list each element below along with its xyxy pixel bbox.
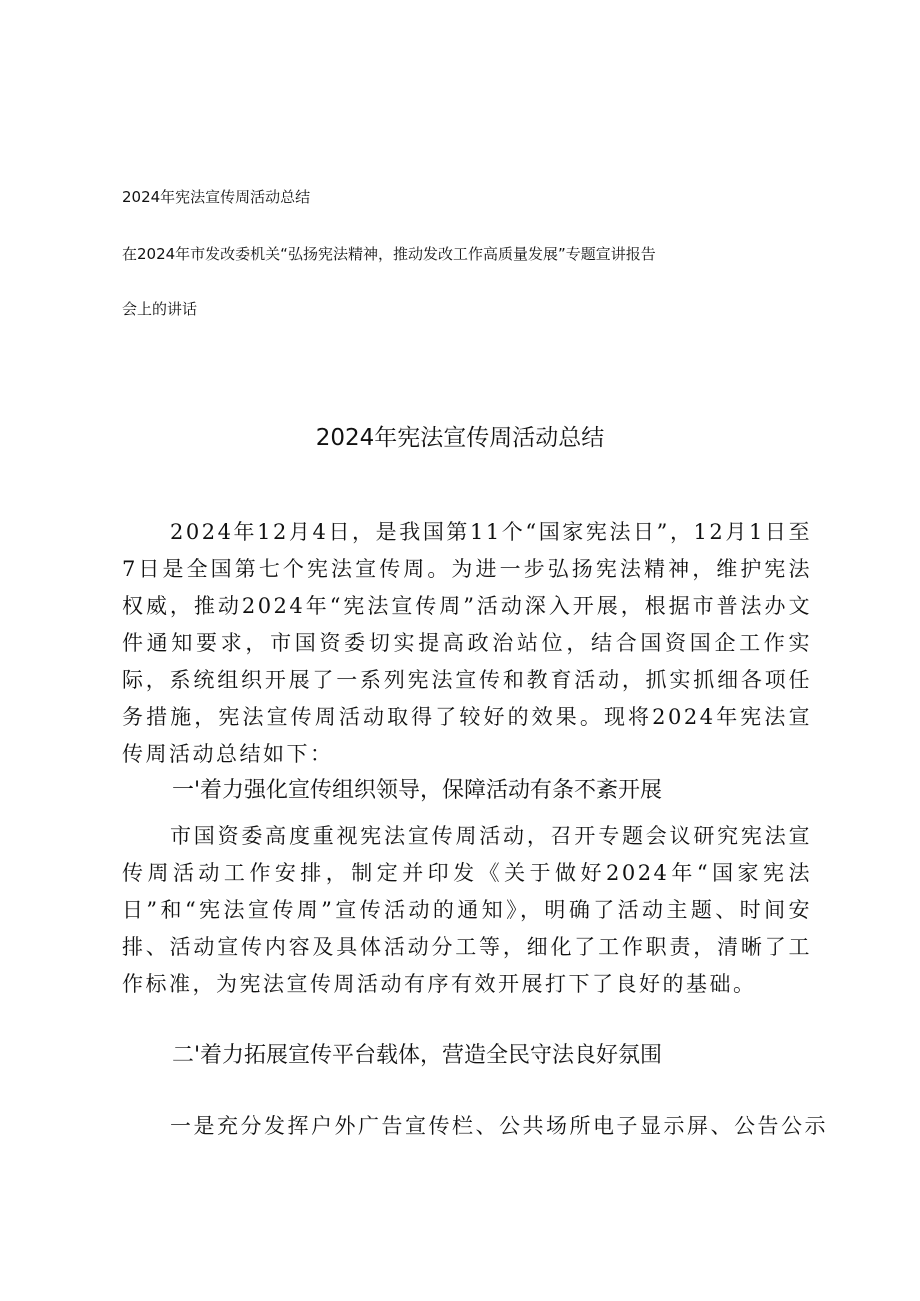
document-title: 2024年宪法宣传周活动总结	[315, 425, 605, 451]
toc-entry-summary: 2024年宪法宣传周活动总结	[122, 188, 311, 206]
intro-paragraph: 2024年12月4日，是我国第11个“国家宪法日”，12月1日至7日是全国第七个宪法宣传周。为进一步弘扬宪法精神，维护宪法权威，推动2024年“宪法宣传周”活动深入开展，根据市普法办文件通知要求，市国资委切实提高政治站位，结合国资国企工作实际，系统组织开展了一系列宪法宣传和教育活动，抓实抓细各项任务措施，宪法宣传周活动取得了较好的效果。现将2024年宪法宣传周活动总结如下：	[122, 520, 812, 766]
section-heading-1: 一'着力强化宣传组织领导，保障活动有条不紊开展	[172, 778, 663, 803]
section-heading-2: 二'着力拓展宣传平台载体，营造全民守法良好氛围	[172, 1043, 663, 1068]
section-1-paragraph: 市国资委高度重视宪法宣传周活动，召开专题会议研究宪法宣传周活动工作安排，制定并印发《关于做好2024年“国家宪法日”和“宪法宣传周”宣传活动的通知》，明确了活动主题、时间安排、活动宣传内容及具体活动分工等，细化了工作职责，清晰了工作标准，为宪法宣传周活动有序有效开展打下了良好的基础。	[122, 824, 812, 996]
toc-entry-speech-title: 在2024年市发改委机关“弘扬宪法精神，推动发改工作高质量发展”专题宣讲报告	[122, 245, 656, 263]
section-2-paragraph: 一是充分发挥户外广告宣传栏、公共场所电子显示屏、公告公示	[170, 1114, 828, 1138]
toc-entry-speech-title-continued: 会上的讲话	[122, 300, 198, 318]
